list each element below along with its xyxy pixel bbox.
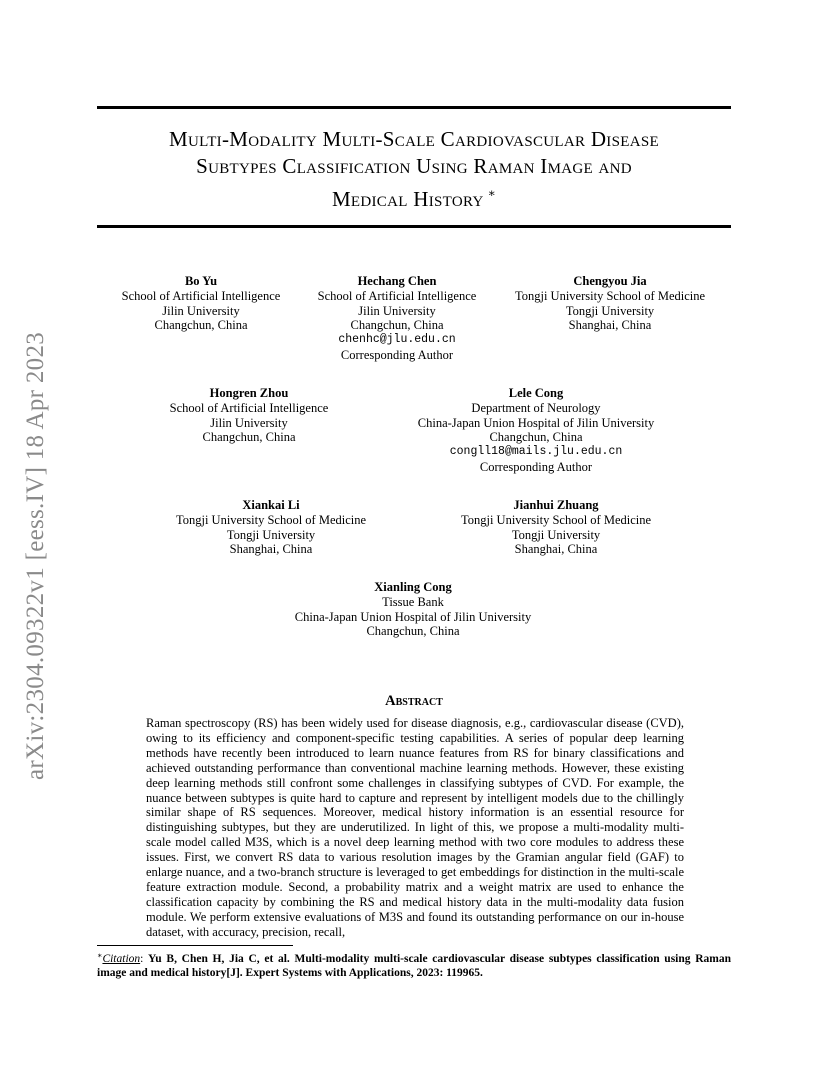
title-bottom-rule xyxy=(97,225,731,228)
author-note: Corresponding Author xyxy=(340,347,454,362)
author-note: Corresponding Author xyxy=(479,459,593,474)
citation-link[interactable]: Citation xyxy=(102,953,141,965)
title-top-rule xyxy=(97,106,731,109)
author-name: Xianling Cong xyxy=(374,580,452,594)
citation-text: Yu B, Chen H, Jia C, et al. Multi-modality multi-scale cardiovascular disease subtypes classification using Raman image and medical history[J]. Expert Systems with Applications, 2023: 119965. xyxy=(97,953,731,979)
author-name: Hongren Zhou xyxy=(209,386,289,400)
footnote-rule xyxy=(97,945,293,946)
author-name: Lele Cong xyxy=(508,386,564,400)
author-block xyxy=(295,580,531,639)
author-affiliation: Tongji University School of Medicine xyxy=(175,512,367,527)
author-affiliation: Jilin University xyxy=(162,303,240,318)
author-affiliation: Jilin University xyxy=(358,303,436,318)
paper-title xyxy=(97,126,731,213)
author-affiliation: Department of Neurology xyxy=(471,400,601,415)
author-affiliation: China-Japan Union Hospital of Jilin University xyxy=(417,415,655,430)
title-line-1: Multi-Modality Multi-Scale Cardiovascular Disease xyxy=(169,127,659,151)
author-affiliation: Tongji University xyxy=(511,527,601,542)
author-name: Bo Yu xyxy=(184,274,218,288)
author-block xyxy=(461,498,651,557)
title-line-2: Subtypes Classification Using Raman Image and xyxy=(196,154,632,178)
title-footnote-mark: ∗ xyxy=(487,186,497,200)
author-affiliation: School of Artificial Intelligence xyxy=(317,288,477,303)
author-block xyxy=(418,386,654,475)
author-affiliation: School of Artificial Intelligence xyxy=(121,288,281,303)
title-line-3 xyxy=(97,180,731,213)
arxiv-identifier: arXiv:2304.09322v1 [eess.IV] 18 Apr 2023 xyxy=(22,331,49,780)
author-affiliation: Changchun, China xyxy=(366,624,460,639)
author-name: Jianhui Zhuang xyxy=(513,498,599,512)
author-affiliation: Shanghai, China xyxy=(568,318,652,333)
author-affiliation: Tongji University xyxy=(226,527,316,542)
author-name: Hechang Chen xyxy=(357,274,437,288)
author-affiliation: Tongji University xyxy=(565,303,655,318)
abstract-body: Raman spectroscopy (RS) has been widely used for disease diagnosis, e.g., cardiovascular disease (CVD), owing to its efficiency and component-specific testing capabilities. A series of popular deep learning methods have recently been introduced to learn nuance features from RS for binary classifications and achieved outstanding performance than conventional machine learning methods. However, these existing deep learning methods still confront some challenges in classifying subtypes of CVD. For example, the nuance between subtypes is quite hard to capture and represent by intelligent models due to the chillingly similar shape of RS sequences. Moreover, medical history information is an essential resource for distinguishing subtypes, but they are underutilized. In light of this, we propose a multi-modality multi-scale model called M3S, which is a novel deep learning method with two core modules to address these issues. First, we convert RS data to various resolution images by the Gramian angular field (GAF) to enlarge nuance, and a two-branch structure is leveraged to get embeddings for distinction in the multi-scale feature extraction module. Second, a probability matrix and a weight matrix are used to enhance the classification capacity by combining the RS and medical history data in the multi-modality data fusion module. We perform extensive evaluations of M3S and found its outstanding performance on our in-house dataset, with accuracy, precision, recall, xyxy=(146,716,684,939)
author-block xyxy=(176,498,366,557)
author-email[interactable]: chenhc@jlu.edu.cn xyxy=(338,333,456,347)
author-affiliation: Shanghai, China xyxy=(514,542,598,557)
author-name: Xiankai Li xyxy=(242,498,300,512)
author-affiliation: Tongji University School of Medicine xyxy=(514,288,706,303)
author-affiliation: Tongji University School of Medicine xyxy=(460,512,652,527)
title-line-3-text: Medical History xyxy=(331,187,484,211)
author-block xyxy=(318,274,477,363)
author-email[interactable]: congll18@mails.jlu.edu.cn xyxy=(449,445,623,459)
footnote-mark: ∗ xyxy=(97,951,103,960)
author-affiliation: Jilin University xyxy=(210,415,288,430)
abstract-heading: Abstract xyxy=(385,693,443,709)
author-affiliation: Changchun, China xyxy=(489,430,583,445)
citation-footnote xyxy=(97,949,731,980)
author-affiliation: Shanghai, China xyxy=(229,542,313,557)
citation-separator: : xyxy=(140,953,144,965)
author-affiliation: China-Japan Union Hospital of Jilin University xyxy=(294,609,532,624)
author-affiliation: School of Artificial Intelligence xyxy=(169,400,329,415)
author-block xyxy=(122,274,281,333)
author-block xyxy=(515,274,705,333)
author-affiliation: Changchun, China xyxy=(350,318,444,333)
author-affiliation: Changchun, China xyxy=(202,430,296,445)
author-name: Chengyou Jia xyxy=(573,274,647,288)
author-block xyxy=(170,386,329,445)
author-affiliation: Tissue Bank xyxy=(382,594,444,609)
author-affiliation: Changchun, China xyxy=(154,318,248,333)
